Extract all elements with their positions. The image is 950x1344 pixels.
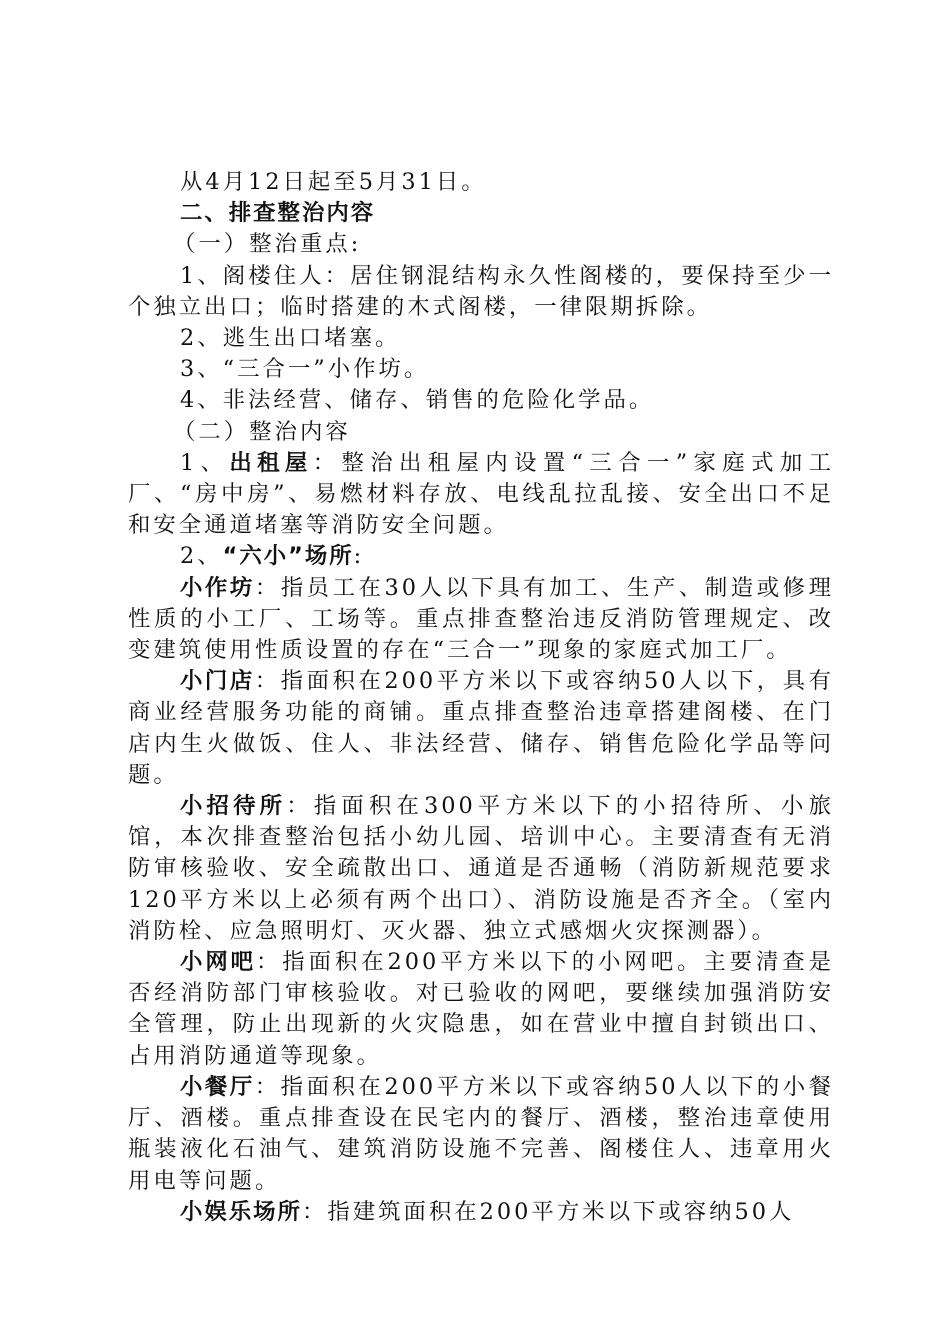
focus-item-chemicals: 4、非法经营、储存、销售的危险化学品。 <box>180 387 655 414</box>
content-item-six-small <box>128 541 834 572</box>
section-heading-investigation-content: 二、排查整治内容 <box>180 200 376 227</box>
focus-item-exit-blocked: 2、逃生出口堵塞。 <box>180 325 401 352</box>
item-number: 1、 <box>180 449 230 476</box>
focus-item-attic: 1、阁楼住人：居住钢混结构永久性阁楼的，要保持至少一个独立出口；临时搭建的木式阁楼，一律限期拆除。 <box>128 262 834 320</box>
document-page <box>128 167 834 1228</box>
content-item-rental-housing <box>128 448 834 542</box>
small-entertainment-text: ：指建筑面积在200平方米以下或容纳50人 <box>301 1198 795 1225</box>
rental-housing-text: ：整治出租屋内设置“三合一”家庭式加工厂、“房中房”、易燃材料存放、电线乱拉乱接、安全出口不足和安全通道堵塞等消防安全问题。 <box>128 449 834 539</box>
subsection-heading-focus: （一）整治重点: <box>173 231 362 258</box>
small-restaurant-term: 小餐厅 <box>180 1073 255 1100</box>
small-workshop-paragraph <box>128 573 834 667</box>
small-guesthouse-text: ：指面积在300平方米以下的小招待所、小旅馆，本次排查整治包括小幼儿园、培训中心。主要清查有无消防审核验收、安全疏散出口、通道是否通畅（消防新规范要求120平方米以上必须有两个出口）、消防设施是否齐全。（室内消防栓、应急照明灯、灭火器、独立式感烟火灾探测器）。 <box>128 793 834 944</box>
small-netcafe-paragraph <box>128 947 834 1072</box>
period-paragraph: 从4月12日起至5月31日。 <box>180 169 487 195</box>
small-workshop-text: ：指员工在30人以下具有加工、生产、制造或修理性质的小工厂、工场等。重点排查整治违反消防管理规定、改变建筑使用性质设置的存在“三合一”现象的家庭式加工厂。 <box>128 574 834 664</box>
small-shop-text: ：指面积在200平方米以下或容纳50人以下，具有商业经营服务功能的商铺。重点排查整治违章搭建阁楼、在门店内生火做饭、住人、非法经营、储存、销售危险化学品等问题。 <box>128 668 834 788</box>
small-entertainment-term: 小娱乐场所 <box>180 1198 302 1225</box>
small-guesthouse-term: 小招待所 <box>180 793 287 820</box>
small-restaurant-text: ：指面积在200平方米以下或容纳50人以下的小餐厅、酒楼。重点排查设在民宅内的餐厅、酒楼，整治违章使用瓶装液化石油气、建筑消防设施不完善、阁楼住人、违章用火用电等问题。 <box>128 1073 834 1194</box>
subsection-heading-content: （二）整治内容 <box>173 418 351 445</box>
small-netcafe-term: 小网吧 <box>180 949 256 976</box>
small-workshop-term: 小作坊 <box>180 574 255 601</box>
rental-housing-term: 出租屋 <box>229 449 313 476</box>
small-guesthouse-paragraph <box>128 791 834 947</box>
six-small-term: “六小”场所 <box>222 543 354 570</box>
item-number: 2、 <box>180 543 223 570</box>
small-netcafe-text: ：指面积在200平方米以下的小网吧。主要清查是否经消防部门审核验收。对已验收的网吧，要继续加强消防安全管理，防止出现新的火灾隐患，如在营业中擅自封锁出口、占用消防通道等现象。 <box>128 949 834 1069</box>
small-shop-paragraph <box>128 666 834 791</box>
six-small-colon: : <box>353 543 365 570</box>
small-restaurant-paragraph <box>128 1072 834 1197</box>
focus-item-three-in-one: 3、“三合一”小作坊。 <box>180 356 430 383</box>
small-entertainment-paragraph <box>128 1197 834 1228</box>
small-shop-term: 小门店 <box>180 668 255 695</box>
